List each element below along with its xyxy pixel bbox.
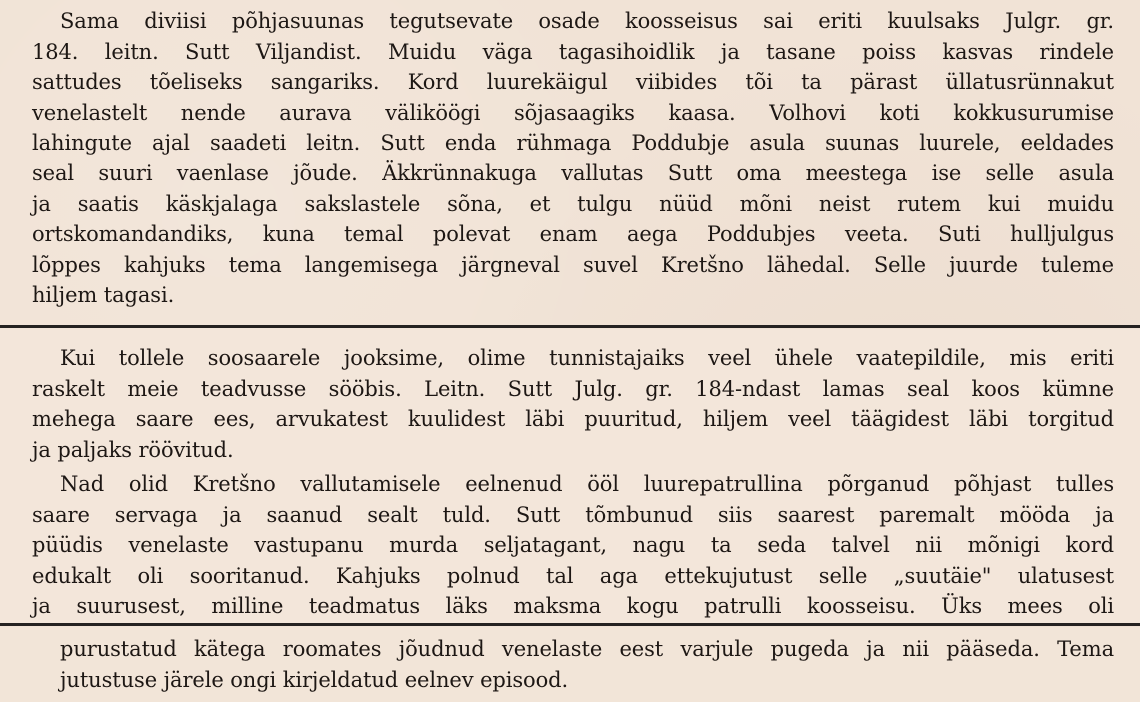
text-fragment-top	[0, 0, 1140, 325]
paragraph-line: ja suurusest, milline teadmatus läks maksma kogu patrulli koosseisu. Üks mees oli	[32, 594, 1114, 618]
scan-separator	[0, 325, 1140, 328]
paragraph-line: venelastelt nende aurava väliköögi sõjasaagiks kaasa. Volhovi koti kokkusurumise	[32, 101, 1114, 125]
paragraph-line: mehega saare ees, arvukatest kuulidest läbi puuritud, hiljem veel täägidest läbi torgitud	[32, 407, 1114, 431]
paragraph-line: püüdis venelaste vastupanu murda seljatagant, nagu ta seda talvel nii mõnigi kord	[32, 533, 1114, 557]
paragraph-line: jutustuse järele ongi kirjeldatud eelnev episood.	[60, 668, 569, 692]
paragraph-line: saare servaga ja saanud sealt tuld. Sutt tõmbunud siis saarest paremalt mööda ja	[32, 503, 1114, 527]
paragraph-line: raskelt meie teadvusse sööbis. Leitn. Sutt Julg. gr. 184-ndast lamas seal koos kümne	[32, 377, 1114, 401]
paragraph-line: Nad olid Kretšno vallutamisele eelnenud ööl luurepatrullina põrganud põhjast tulles	[60, 472, 1114, 496]
text-fragment-middle	[0, 329, 1140, 623]
paragraph-line: Sama diviisi põhjasuunas tegutsevate osade koosseisus sai eriti kuulsaks Julgr. gr.	[60, 9, 1114, 33]
paragraph-line: edukalt oli sooritanud. Kahjuks polnud tal aga ettekujutust selle „suutäie" ulatusest	[32, 564, 1114, 588]
paragraph-line: hiljem tagasi.	[32, 283, 175, 307]
paragraph-line: lahingute ajal saadeti leitn. Sutt enda rühmaga Poddubje asula suunas luurele, eeldades	[32, 131, 1114, 155]
paragraph-line: 184. leitn. Sutt Viljandist. Muidu väga tagasihoidlik ja tasane poiss kasvas rindele	[32, 40, 1114, 64]
paragraph-line: lõppes kahjuks tema langemisega järgneval suvel Kretšno lähedal. Selle juurde tuleme	[32, 253, 1114, 277]
paragraph-line: ortskomandandiks, kuna temal polevat enam aega Poddubjes veeta. Suti hulljulgus	[32, 222, 1114, 246]
scan-separator	[0, 623, 1140, 626]
paragraph-line: ja saatis käskjalaga sakslastele sõna, et tulgu nüüd mõni neist rutem kui muidu	[32, 192, 1114, 216]
paragraph-line: seal suuri vaenlase jõude. Äkkrünnakuga vallutas Sutt oma meestega ise selle asula	[32, 161, 1114, 185]
paragraph-line: Kui tollele soosaarele jooksime, olime tunnistajaiks veel ühele vaatepildile, mis eriti	[60, 346, 1114, 370]
paragraph-line: purustatud kätega roomates jõudnud venelaste eest varjule pugeda ja nii pääseda. Tema	[60, 637, 1114, 661]
paragraph-line: sattudes tõeliseks sangariks. Kord luurekäigul viibides tõi ta pärast üllatusrünnakut	[32, 70, 1114, 94]
paragraph-line: ja paljaks röövitud.	[32, 438, 234, 462]
text-fragment-bottom	[0, 627, 1140, 702]
